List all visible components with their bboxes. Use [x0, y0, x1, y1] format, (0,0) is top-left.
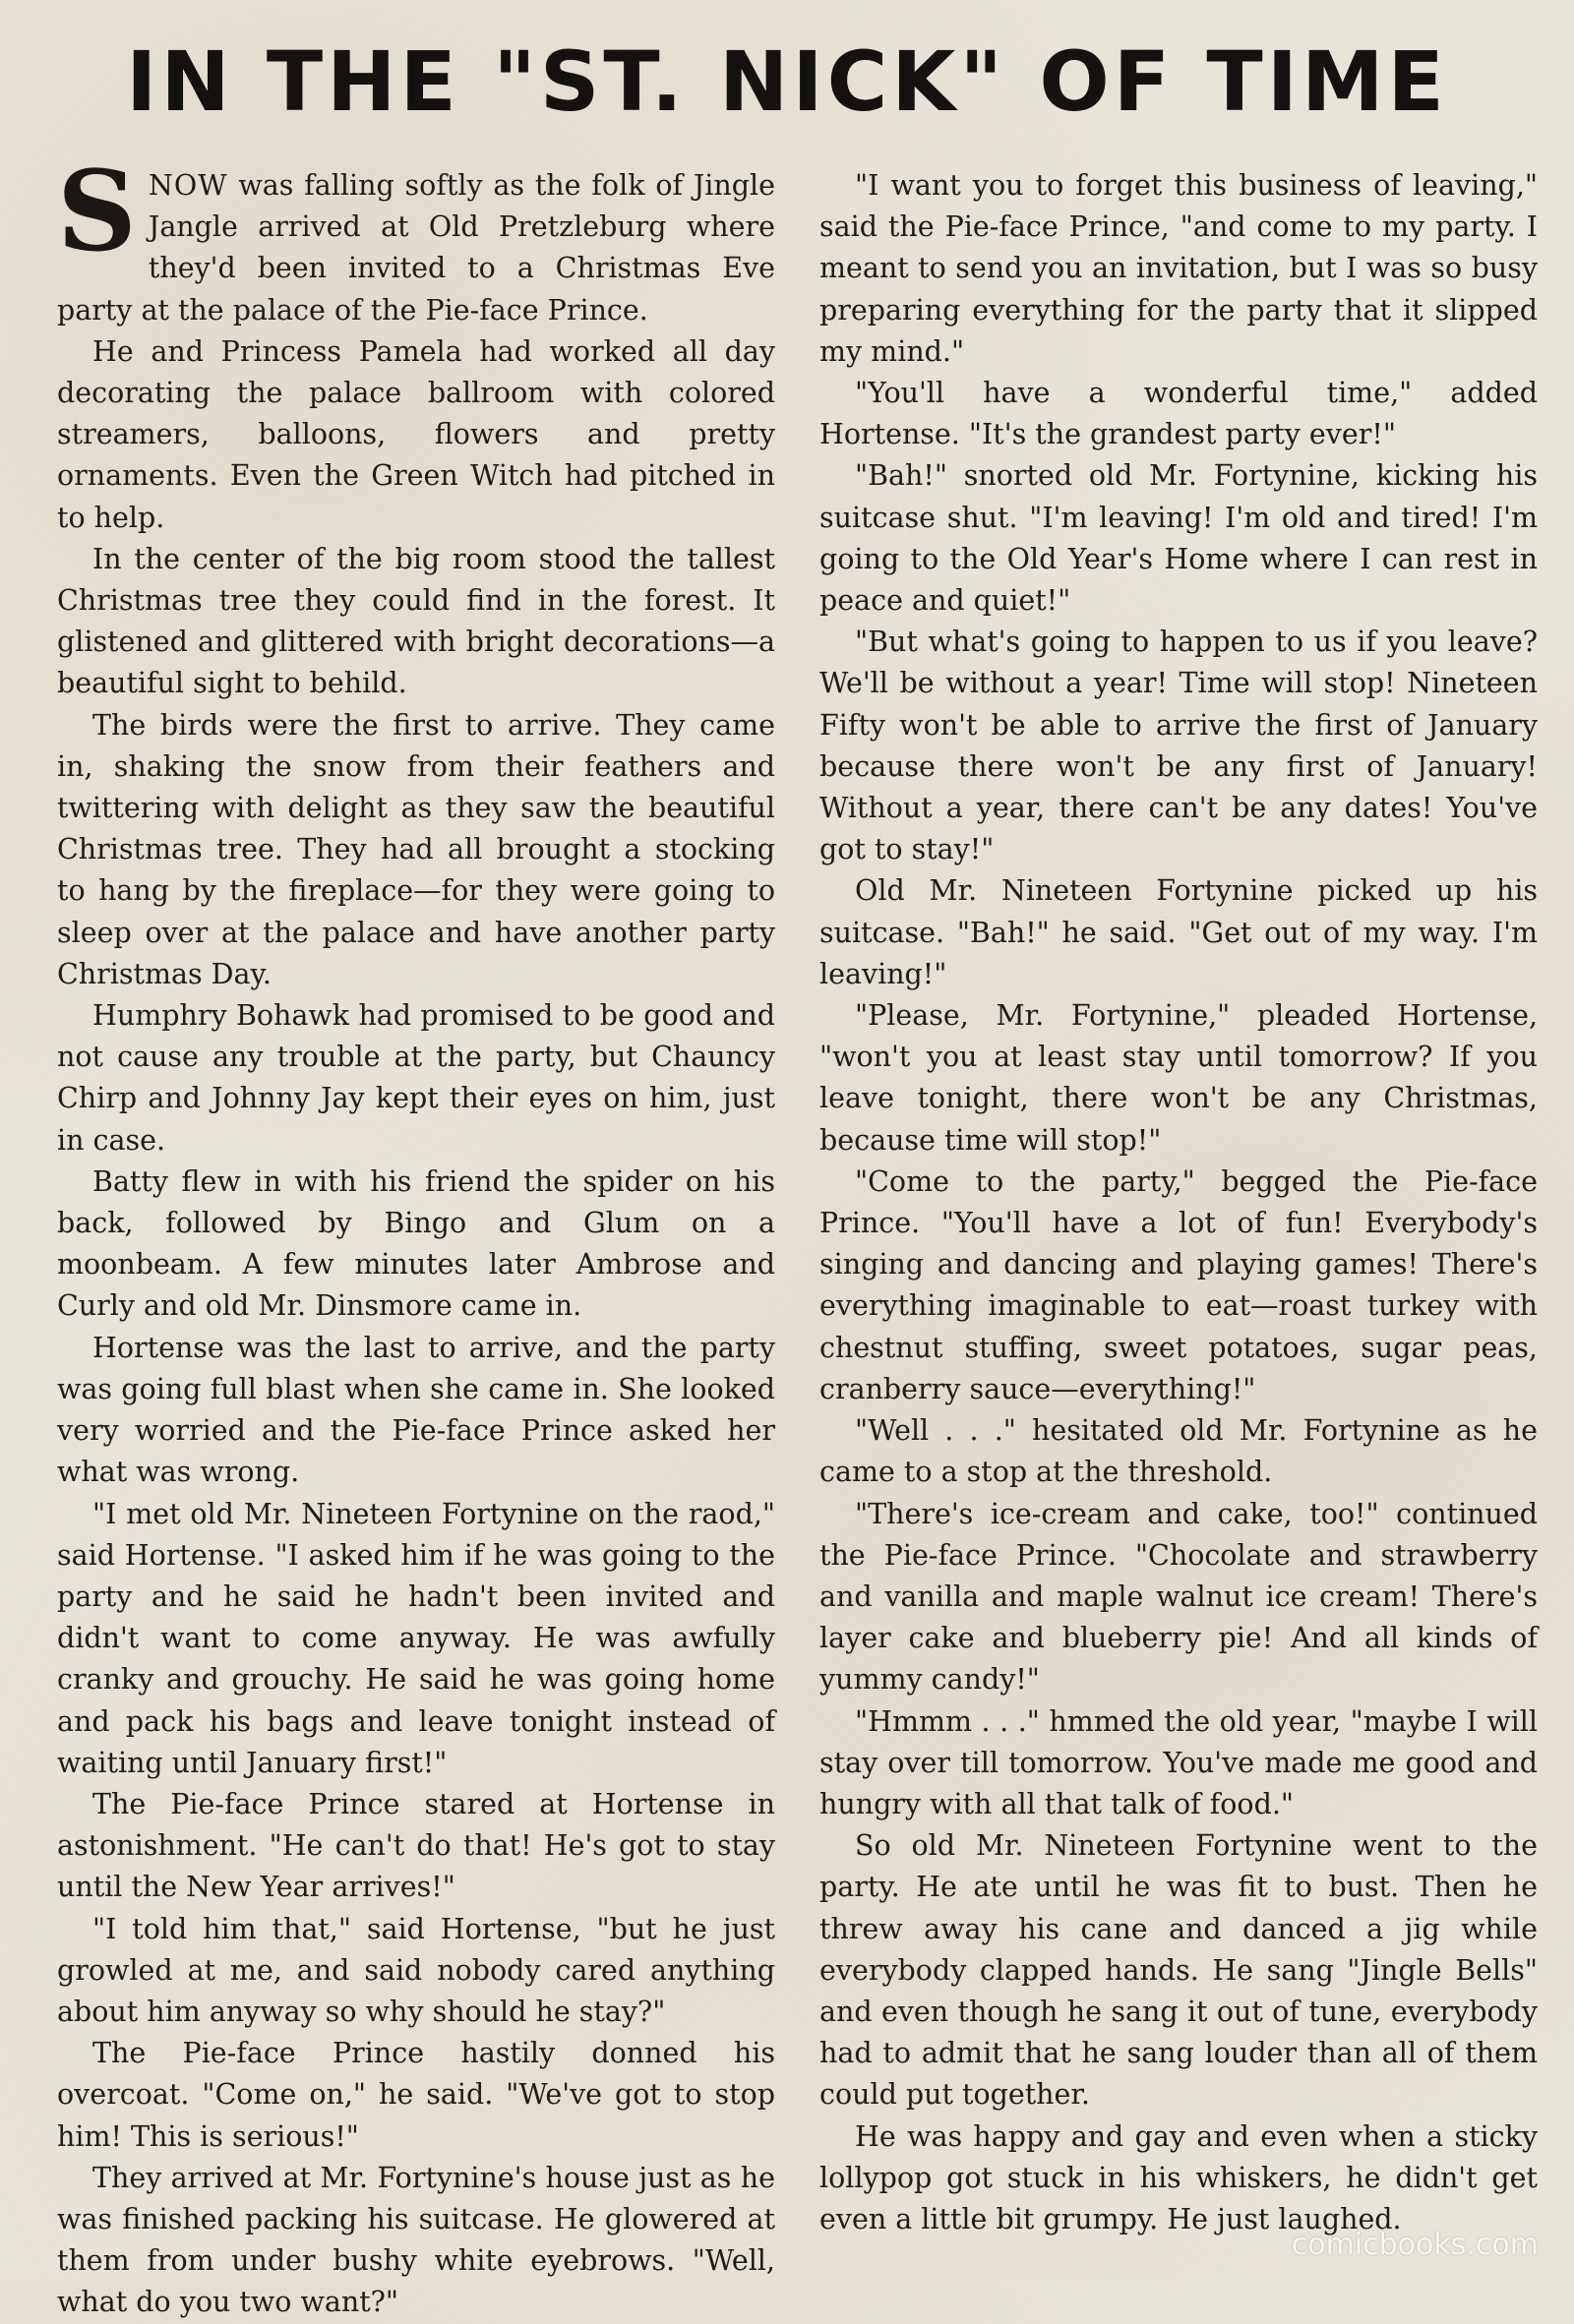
opening-paragraph [57, 148, 775, 331]
paragraph: "I met old Mr. Nineteen Fortynine on the raod," said Hortense. "I asked him if he was going to the party and he said he hadn't been invited and didn't want to come anyway. He was awfully cranky and grouchy. He said he was going home and pack his bags and leave tonight instead of waiting until January first!" [57, 1497, 775, 1779]
paragraph: "Hmmm . . ." hmmed the old year, "maybe I will stay over till tomorrow. You've made me good and hungry with all that talk of food." [819, 1704, 1538, 1820]
paragraph: The birds were the first to arrive. They came in, shaking the snow from their feathers and twittering with delight as they saw the beautiful Christmas tree. They had all brought a stocking to hang by the fireplace—for they were going to sleep over at the palace and have another party Christmas Day. [57, 708, 775, 990]
paragraph: "There's ice-cream and cake, too!" continued the Pie-face Prince. "Chocolate and strawberry and vanilla and maple walnut ice cream! There's layer cake and blueberry pie! And all kinds of yummy candy!" [819, 1497, 1538, 1697]
story-title: IN THE "ST. NICK" OF TIME [126, 33, 1448, 130]
paragraph: Hortense was the last to arrive, and the party was going full blast when she came in. She looked very worried and the Pie-face Prince asked her what was wrong. [57, 1331, 775, 1489]
paragraph: He and Princess Pamela had worked all day decorating the palace ballroom with colored streamers, balloons, flowers and pretty ornaments. Even the Green Witch had pitched in to help. [57, 334, 775, 534]
paragraph: "I want you to forget this business of leaving," said the Pie-face Prince, "and come to my party. I meant to send you an invitation, but I was so busy preparing everything for the party that it slipped my mind." [819, 169, 1538, 368]
paragraph: In the center of the big room stood the tallest Christmas tree they could find in the forest. It glistened and glittered with bright decorations—a beautiful sight to behild. [57, 542, 775, 700]
paragraph: The Pie-face Prince hastily donned his overcoat. "Come on," he said. "We've got to stop him! This is serious!" [57, 2037, 775, 2153]
opening-text: was falling softly as the folk of Jingle Jangle arrived at Old Pretzleburg where they'd been invited to a Christmas Eve party at the palace of the Pie-face Prince. [57, 169, 775, 327]
paragraph: "You'll have a wonderful time," added Hortense. "It's the grandest party ever!" [819, 377, 1538, 451]
paragraph: "But what's going to happen to us if you leave? We'll be without a year! Time will stop! Nineteen Fifty won't be able to arrive the first of January because there won't be any first of January! Without a year, there can't be any dates! You've got to stay!" [819, 626, 1538, 866]
paragraph: So old Mr. Nineteen Fortynine went to the party. He ate until he was fit to bust. Then he threw away his cane and danced a jig while everybody clapped hands. He sang "Jingle Bells" and even though he sang it out of tune, everybody had to admit that he sang louder than all of them could put together. [819, 1829, 1538, 2112]
right-column [819, 165, 1538, 2240]
paragraph: He was happy and gay and even when a sticky lollypop got stuck in his whiskers, he didn't get even a little bit grumpy. He just laughed. [819, 2119, 1538, 2235]
site-watermark: comicbooks.com [1291, 2228, 1539, 2262]
left-column [57, 148, 775, 2324]
paragraph: Old Mr. Nineteen Fortynine picked up his suitcase. "Bah!" he said. "Get out of my way. I'm leaving!" [819, 874, 1538, 990]
drop-cap: S [57, 148, 137, 276]
paragraph: Humphry Bohawk had promised to be good and not cause any trouble at the party, but Chauncy Chirp and Johnny Jay kept their eyes on him, just in case. [57, 999, 775, 1157]
paragraph: "Please, Mr. Fortynine," pleaded Hortense, "won't you at least stay until tomorrow? If you leave tonight, there won't be any Christmas, because time will stop!" [819, 999, 1538, 1157]
paragraph: "Bah!" snorted old Mr. Fortynine, kicking his suitcase shut. "I'm leaving! I'm old and tired! I'm going to the Old Year's Home where I can rest in peace and quiet!" [819, 459, 1538, 618]
paragraph: "I told him that," said Hortense, "but he just growled at me, and said nobody cared anything about him anyway so why should he stay?" [57, 1912, 775, 2028]
paragraph: They arrived at Mr. Fortynine's house just as he was finished packing his suitcase. He glowered at them from under bushy white eyebrows. "Well, what do you two want?" [57, 2161, 775, 2319]
paragraph: "Well . . ." hesitated old Mr. Fortynine as he came to a stop at the threshold. [819, 1414, 1538, 1489]
paragraph: The Pie-face Prince stared at Hortense in astonishment. "He can't do that! He's got to stay until the New Year arrives!" [57, 1787, 775, 1904]
paragraph: Batty flew in with his friend the spider on his back, followed by Bingo and Glum on a moonbeam. A few minutes later Ambrose and Curly and old Mr. Dinsmore came in. [57, 1164, 775, 1323]
paragraph: "Come to the party," begged the Pie-face Prince. "You'll have a lot of fun! Everybody's singing and dancing and playing games! There's everything imaginable to eat—roast turkey with chestnut stuffing, sweet potatoes, sugar peas, cranberry sauce—everything!" [819, 1164, 1538, 1405]
lead-word: NOW [148, 169, 228, 202]
